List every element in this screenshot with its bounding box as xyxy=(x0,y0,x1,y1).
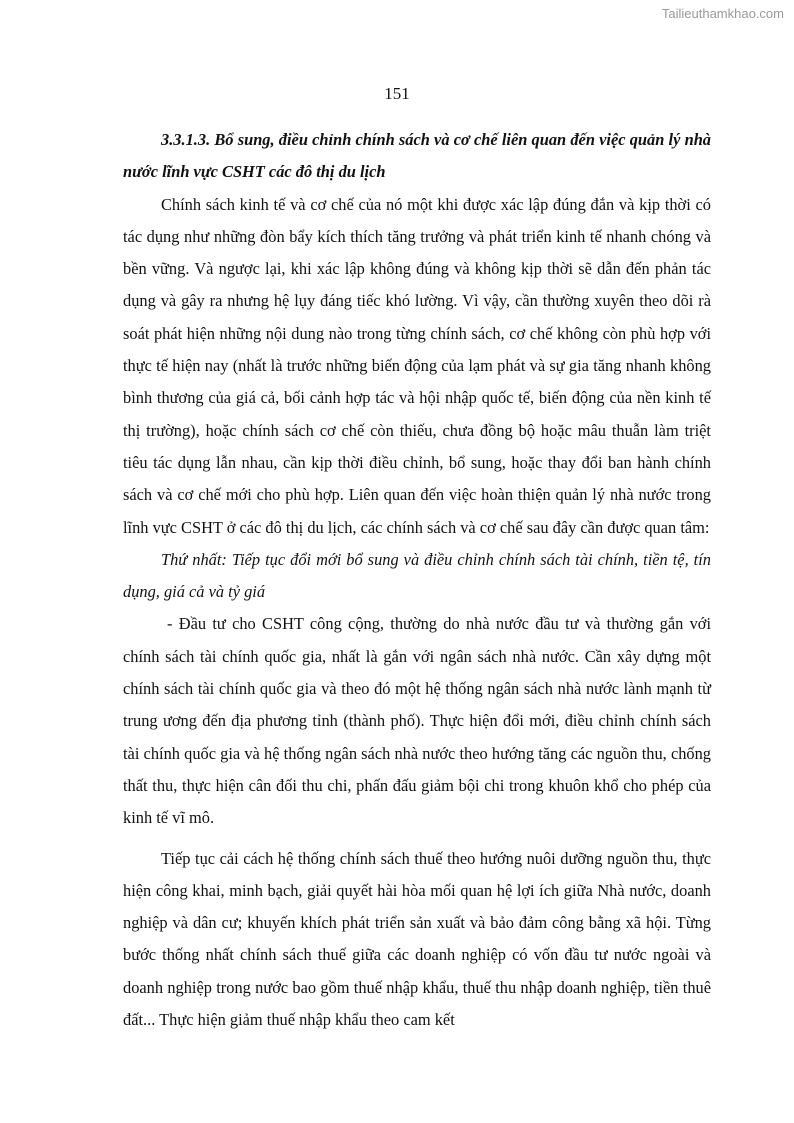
paragraph: Tiếp tục cải cách hệ thống chính sách thuế theo hướng nuôi dưỡng nguồn thu, thực hiện công khai, minh bạch, giải quyết hài hòa mối quan hệ lợi ích giữa Nhà nước, doanh nghiệp và dân cư; khuyến khích phát triển sản xuất và bảo đảm công bằng xã hội. Từng bước thống nhất chính sách thuế giữa các doanh nghiệp có vốn đầu tư nước ngoài và doanh nghiệp trong nước bao gồm thuế nhập khẩu, thuế thu nhập doanh nghiệp, tiền thuê đất... Thực hiện giảm thuế nhập khẩu theo cam kết xyxy=(123,848,711,1030)
paragraph: - Đầu tư cho CSHT công cộng, thường do nhà nước đầu tư và thường gắn với chính sách tài chính quốc gia, nhất là gắn với ngân sách nhà nước. Cần xây dựng một chính sách tài chính quốc gia và theo đó một hệ thống ngân sách nhà nước lành mạnh từ trung ương đến địa phương tỉnh (thành phố). Thực hiện đổi mới, điều chỉnh chính sách tài chính quốc gia và hệ thống ngân sách nhà nước theo hướng tăng các nguồn thu, chống thất thu, thực hiện cân đối thu chi, phấn đấu giảm bội chi trong khuôn khổ cho phép của kinh tế vĩ mô. xyxy=(123,614,711,828)
paragraph: Chính sách kinh tế và cơ chế của nó một khi được xác lập đúng đắn và kịp thời có tác dụng như những đòn bẩy kích thích tăng trưởng và phát triển kinh tế nhanh chóng và bền vững. Và ngược lại, khi xác lập không đúng và không kịp thời sẽ dẫn đến phản tác dụng và gây ra nhưng hệ lụy đáng tiếc khó lường. Vì vậy, cần thường xuyên theo dõi rà soát phát hiện những nội dung nào trong từng chính sách, cơ chế không còn phù hợp với thực tế hiện nay (nhất là trước những biến động của lạm phát và sự gia tăng nhanh không bình thương của giá cả, bối cảnh hợp tác và hội nhập quốc tế, biến động của nền kinh tế thị trường), hoặc chính sách cơ chế còn thiếu, chưa đồng bộ hoặc mâu thuẫn làm triệt tiêu tác dụng lẫn nhau, cần kịp thời điều chỉnh, bổ sung, hoặc thay đổi ban hành chính sách và cơ chế mới cho phù hợp. Liên quan đến việc hoàn thiện quản lý nhà nước trong lĩnh vực CSHT ở các đô thị du lịch, các chính sách và cơ chế sau đây cần được quan tâm: xyxy=(123,194,711,537)
subheading: Thứ nhất: Tiếp tục đổi mới bổ sung và điều chỉnh chính sách tài chính, tiền tệ, tín dụng, giá cả và tỷ giá xyxy=(123,549,711,602)
watermark: Tailieuthamkhao.com xyxy=(661,6,784,21)
page-number: 151 xyxy=(384,84,410,103)
document-body xyxy=(123,124,711,1036)
section-heading: 3.3.1.3. Bổ sung, điều chỉnh chính sách và cơ chế liên quan đến việc quản lý nhà nước lĩnh vực CSHT các đô thị du lịch xyxy=(123,130,711,182)
